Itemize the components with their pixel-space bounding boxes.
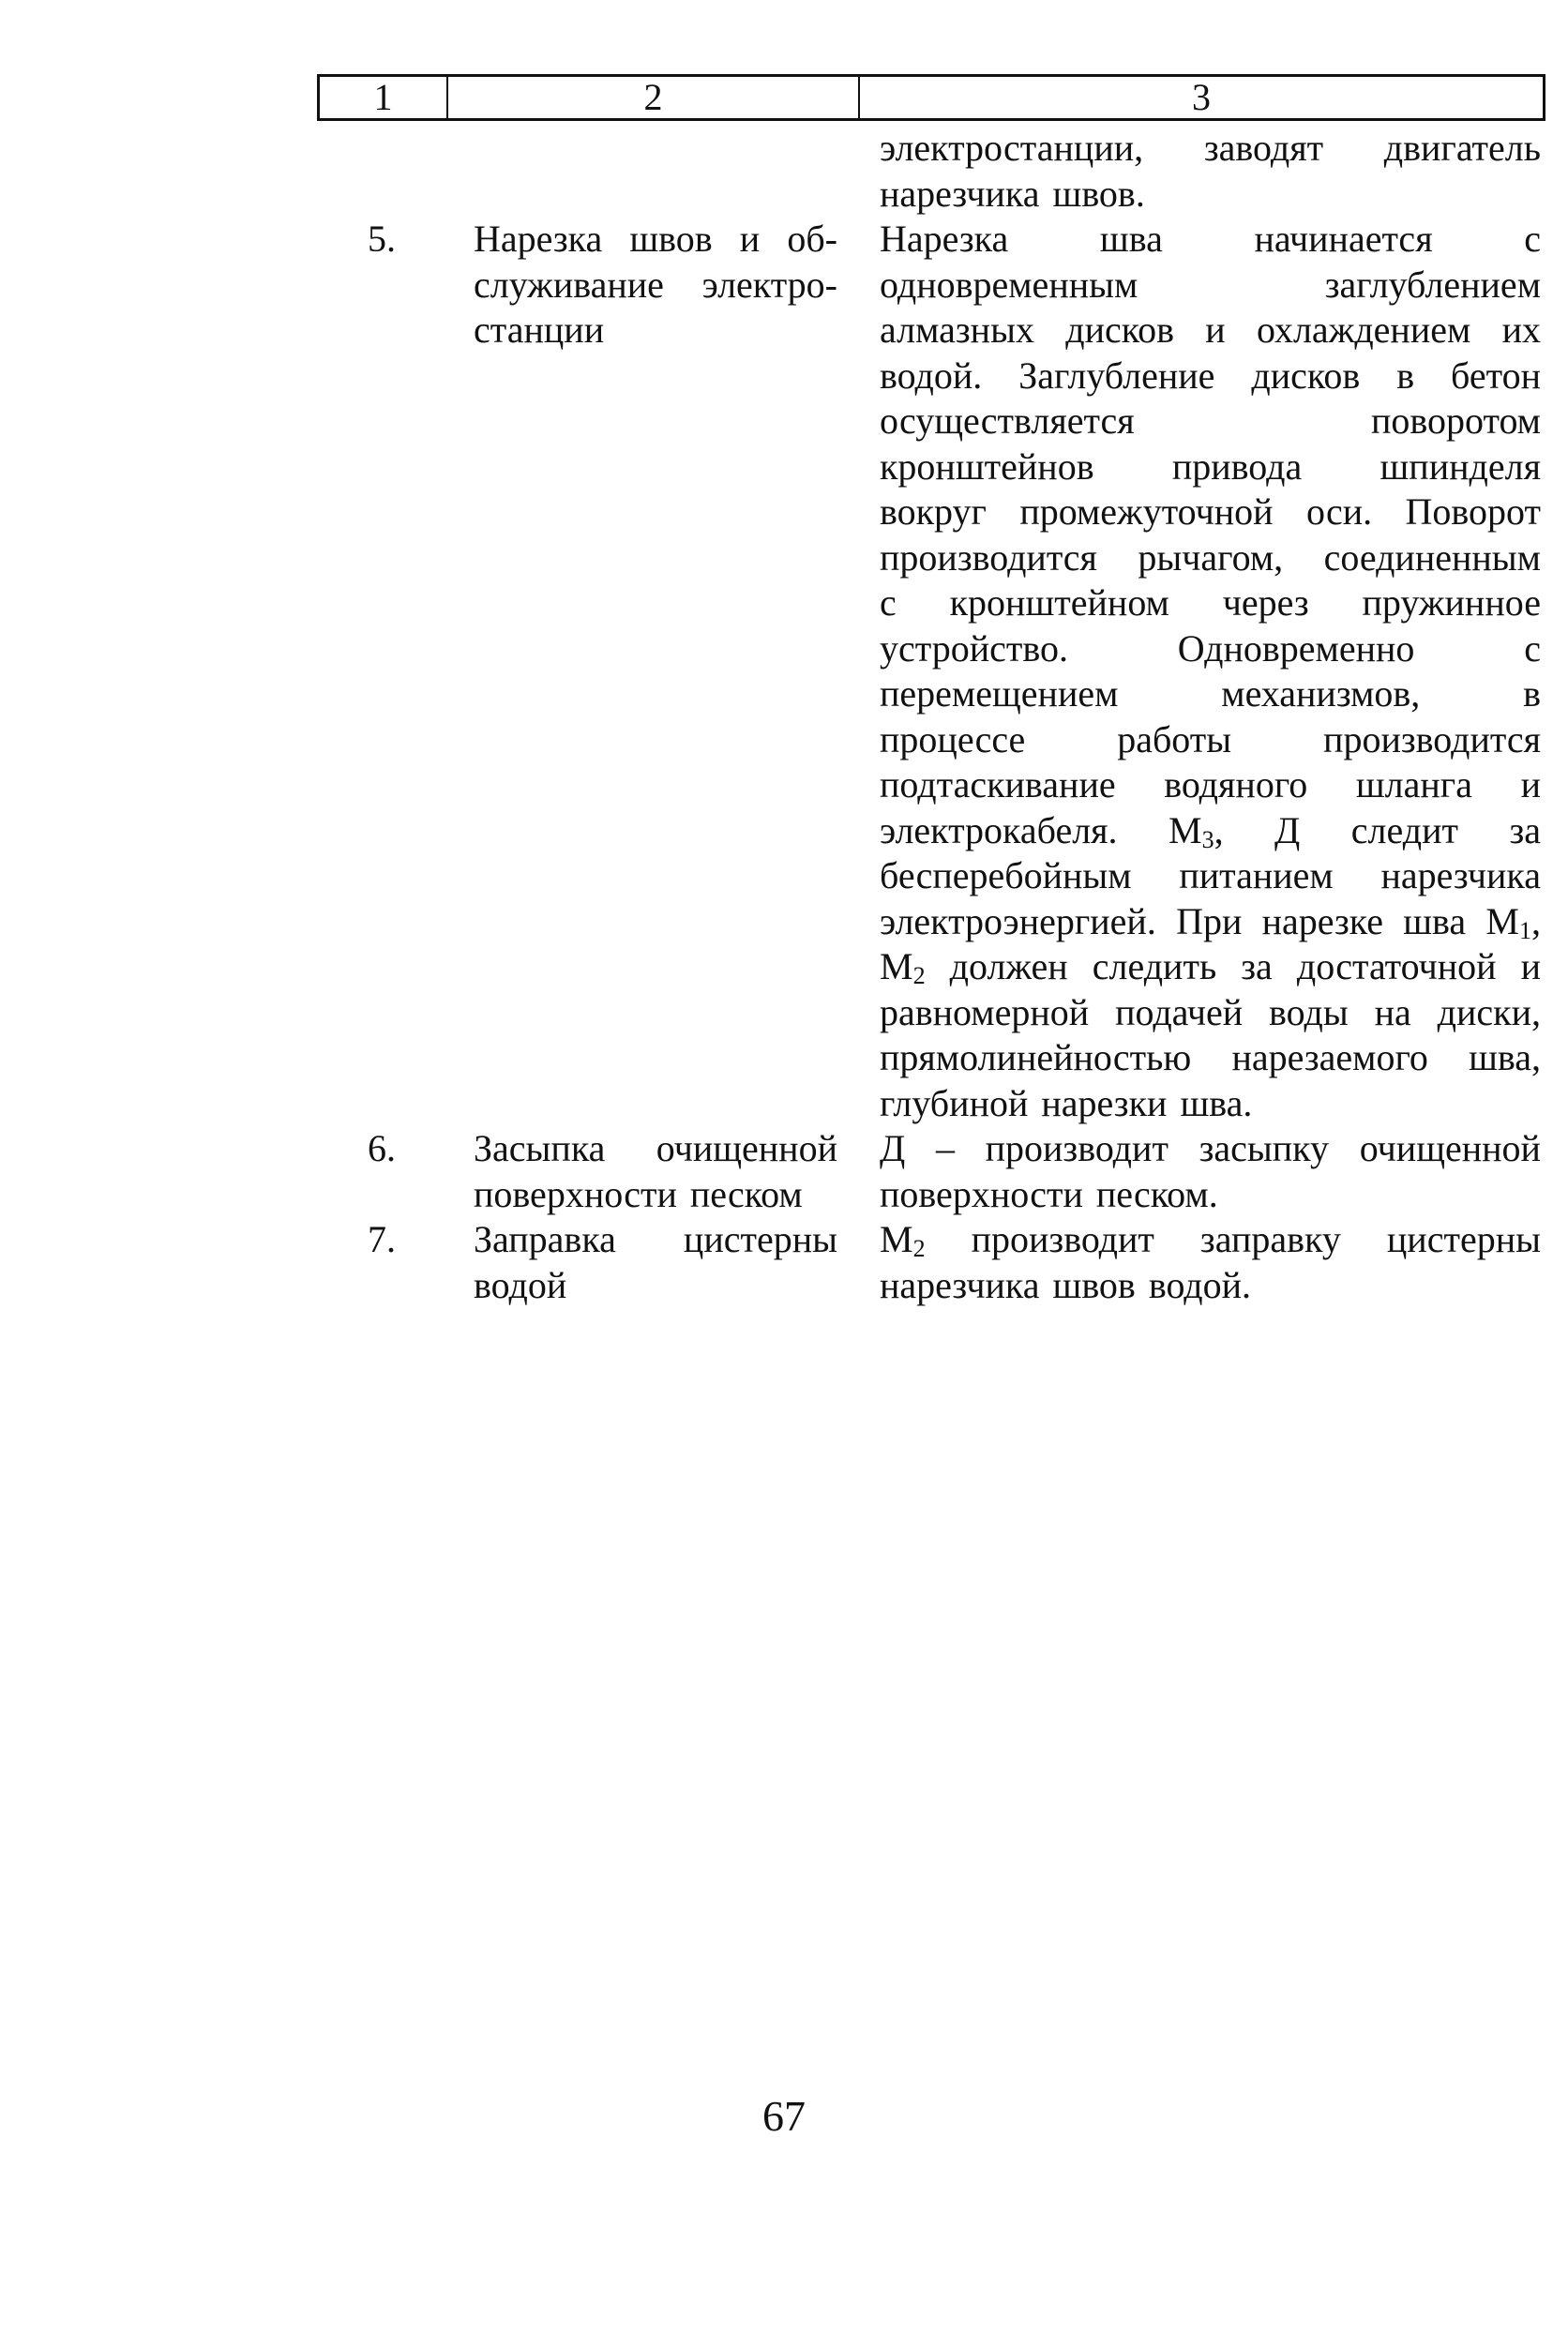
word: Заправка [474,1218,616,1260]
word: служивание [474,263,664,306]
text-line [474,1126,837,1172]
word: следит [1350,808,1458,851]
word: и [739,218,761,260]
text-line [880,808,1541,854]
word: и [1520,945,1541,987]
word: шва. [1180,1081,1253,1124]
text-line [880,990,1541,1036]
word: через [1222,581,1309,624]
word: Засыпка [474,1127,606,1169]
text-line [474,1217,837,1263]
word: за [1509,808,1541,851]
word: в [1396,354,1415,397]
row-description [880,1126,1541,1217]
word: бетон [1451,354,1541,397]
word: одновременным [880,263,1138,306]
word: цистерны [683,1218,837,1260]
row-number: 5. [368,218,396,260]
word: должен [949,945,1068,987]
word: оси. [1305,490,1373,533]
word: достаточной [1296,945,1497,987]
text-line [880,535,1541,581]
word: $М_2$ [880,1218,926,1263]
word: подтаскивание [880,763,1116,805]
word: шва, [1469,1036,1541,1078]
word: кронштейном [949,581,1169,624]
word: двигатель [1383,127,1541,169]
word: поворотом [1371,399,1541,442]
word: Д [880,1127,906,1169]
word: $М_2$ [880,945,926,990]
text-line [880,899,1541,945]
word: поверхности [474,1172,677,1215]
text-line [880,1217,1541,1263]
word: охлаждением [1256,309,1471,351]
word: производит [985,1127,1168,1169]
word: нарезчика [1380,854,1541,896]
word: водяного [1164,763,1308,805]
word: Поворот [1405,490,1541,533]
header-cell-2: 2 [448,77,860,118]
text-line [474,217,837,263]
word: Нарезка [880,218,1009,260]
word: об- [787,218,837,260]
word: шва [1099,218,1163,260]
word: нарезчика [880,172,1040,215]
page-number: 67 [762,2092,806,2140]
word: водой [474,1263,567,1306]
row-description [880,217,1541,1126]
text-line [880,944,1541,990]
word: пружинное [1362,581,1541,624]
text-line [474,1263,837,1309]
word: очищенной [656,1127,837,1169]
word: питанием [1179,854,1334,896]
table-header-row [317,74,1545,121]
word: начинается [1254,218,1433,260]
word: вокруг [880,490,987,533]
word: Заглубление [1018,354,1215,397]
row-number: 7. [368,1218,396,1260]
word: засыпку [1199,1127,1330,1169]
word: $М_3$, [1168,808,1224,853]
text-line [880,1035,1541,1081]
text-line [880,308,1541,354]
text-line [880,762,1541,808]
word: песком. [1095,1172,1218,1215]
row-title [474,1126,837,1217]
word: глубиной [880,1081,1029,1124]
text-line [880,126,1541,172]
word: в [1523,672,1541,715]
text-line [880,1172,1541,1218]
row-title [474,1217,837,1308]
word: электро- [701,263,837,306]
word: рычагом, [1138,535,1284,579]
text-line [880,626,1541,672]
word: подачей [1115,990,1244,1033]
word: следить [1092,945,1217,987]
word: процессе [880,717,1026,760]
word: Нарезка [474,218,603,260]
word: прямолинейностью [880,1036,1192,1078]
text-line [880,717,1541,763]
text-line [880,853,1541,899]
word: водой. [1148,1263,1252,1306]
row-title [474,217,837,354]
text-line [880,172,1541,218]
word: нарезаемого [1231,1036,1428,1078]
word: работы [1117,717,1232,760]
word: устройство. [880,626,1068,670]
word: швов. [1052,172,1145,215]
text-line [880,354,1541,399]
word: соединенным [1323,535,1541,579]
text-line [880,263,1541,309]
word: При [1176,899,1243,942]
text-line [880,1126,1541,1172]
word: воды [1269,990,1349,1033]
word: водой. [880,354,983,397]
word: механизмов, [1221,672,1421,715]
word: алмазных [880,309,1034,351]
word: $М_1$, [1485,899,1541,944]
word: с [1524,626,1541,670]
word: осуществляется [880,399,1135,442]
word: станции [474,309,605,351]
word: и [1520,763,1541,805]
word: швов [1052,1263,1136,1306]
word: песком [689,1172,803,1215]
word: Д [1274,808,1301,851]
word: заглублением [1324,263,1541,306]
text-line [880,1081,1541,1127]
row-number: 6. [368,1127,396,1169]
word: их [1501,309,1541,351]
word: заводят [1203,127,1324,169]
word: – [935,1127,955,1169]
word: дисков [1065,309,1175,351]
header-cell-3: 3 [1192,76,1211,118]
word: электроэнергией. [880,899,1156,942]
word: перемещением [880,672,1119,715]
word: на [1374,990,1411,1033]
text-line [880,444,1541,490]
word: электростанции, [880,127,1144,169]
text-line [880,1263,1541,1309]
text-line [880,580,1541,626]
word: промежуточной [1019,490,1274,533]
word: нарезчика [880,1263,1040,1306]
word: поверхности [880,1172,1083,1215]
text-line [880,671,1541,717]
text-line [474,1172,837,1218]
word: Одновременно [1177,626,1415,670]
word: дисков [1251,354,1361,397]
word: электрокабеля. [880,808,1118,851]
word: шпинделя [1380,444,1541,488]
word: диски, [1437,990,1541,1033]
word: нарезки [1041,1081,1168,1124]
word: нарезке [1261,899,1383,942]
row-description [880,1217,1541,1308]
word: привода [1171,444,1303,488]
text-line [880,217,1541,263]
word: за [1241,945,1273,987]
continuation-description [880,126,1541,217]
word: и [1205,309,1226,351]
word: с [1524,218,1541,260]
word: цистерны [1386,1218,1541,1260]
word: шланга [1355,763,1472,805]
header-cell-1: 1 [320,77,448,118]
word: бесперебойным [880,854,1132,896]
word: швов [629,218,713,260]
word: равномерной [880,990,1090,1033]
word: производит [971,1218,1154,1260]
text-line [474,263,837,309]
word: с [880,581,897,624]
word: очищенной [1359,1127,1541,1169]
word: производится [1323,717,1541,760]
word: заправку [1199,1218,1341,1260]
text-line [880,489,1541,535]
word: производится [880,535,1097,579]
word: шва [1403,899,1467,942]
text-line [474,308,837,354]
text-line [880,399,1541,444]
word: кронштейнов [880,444,1094,488]
